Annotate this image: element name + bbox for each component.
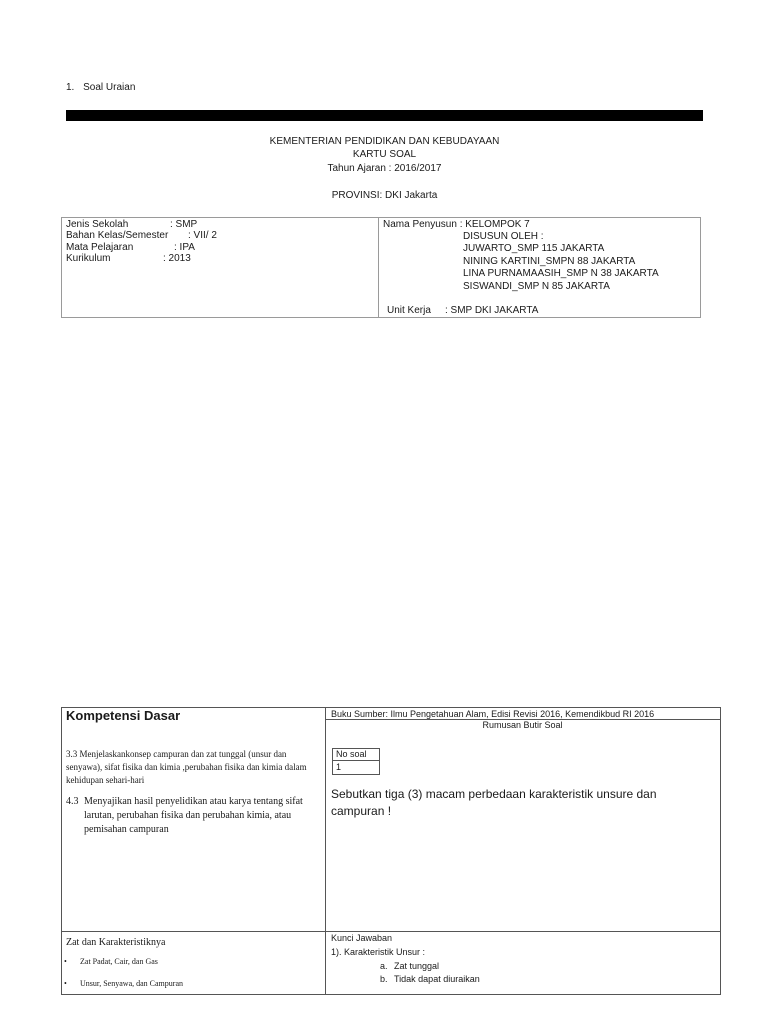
no-soal-divider xyxy=(332,760,380,761)
unit-label: Unit Kerja xyxy=(387,305,431,316)
kd-item-2-number: 4.3 xyxy=(66,796,79,807)
answer-key-item xyxy=(380,974,480,985)
no-soal-label: No soal xyxy=(336,749,367,759)
card-title: KARTU SOAL xyxy=(352,149,417,160)
ministry-title: KEMENTERIAN PENDIDIKAN DAN KEBUDAYAAN xyxy=(269,136,500,147)
answer-key-marker: a. xyxy=(380,961,388,971)
kd-item-2: Menyajikan hasil penyelidikan atau karya tentang sifat larutan, perubahan fisika dan perubahan kimia, atau pemisahan campuran xyxy=(84,796,303,835)
answer-key-text: Tidak dapat diuraikan xyxy=(394,974,480,984)
kd-title: Kompetensi Dasar xyxy=(66,708,181,723)
compiled-by-label: DISUSUN OLEH : xyxy=(463,231,544,242)
section-number: 1. xyxy=(66,82,75,93)
class-semester-label: Bahan Kelas/Semester xyxy=(66,230,169,241)
author-item: JUWARTO_SMP 115 JAKARTA xyxy=(463,243,605,254)
school-type-label: Jenis Sekolah xyxy=(66,219,129,230)
class-semester-value: : VII/ 2 xyxy=(188,230,217,241)
kd-item-1: 3.3 Menjelaskankonsep campuran dan zat tunggal (unsur dan senyawa), sifat fisika dan kimia ,perubahan fisika dan kimia dalam kehidupan sehari-hari xyxy=(66,749,307,785)
card-column-divider xyxy=(325,707,326,994)
answer-key-text: Zat tunggal xyxy=(394,961,440,971)
unit-row xyxy=(387,305,538,317)
unit-value: : SMP DKI JAKARTA xyxy=(445,305,539,316)
curriculum-label: Kurikulum xyxy=(66,253,111,264)
school-year: Tahun Ajaran : 2016/2017 xyxy=(327,163,442,174)
card-row-divider xyxy=(61,931,720,932)
author-item: LINA PURNAMAASIH_SMP N 38 JAKARTA xyxy=(463,268,659,279)
school-type-value: : SMP xyxy=(170,219,198,230)
answer-key-item xyxy=(380,961,439,972)
class-semester-row xyxy=(66,230,217,242)
no-soal-value: 1 xyxy=(336,762,342,772)
section-heading xyxy=(66,82,135,94)
author-item: SISWANDI_SMP N 85 JAKARTA xyxy=(463,281,610,292)
header-bar xyxy=(66,110,703,121)
material-item: • Zat Padat, Cair, dan Gas xyxy=(80,957,158,967)
author-item: NINING KARTINI_SMPN 88 JAKARTA xyxy=(463,256,636,267)
section-title: Soal Uraian xyxy=(83,82,136,93)
material-title: Zat dan Karakteristiknya xyxy=(66,937,166,948)
question-heading: Rumusan Butir Soal xyxy=(482,720,563,730)
question-text: Sebutkan tiga (3) macam perbedaan karakteristik unsure dan campuran ! xyxy=(331,787,657,818)
province: PROVINSI: DKI Jakarta xyxy=(331,190,438,201)
curriculum-row xyxy=(66,253,191,265)
author-label: Nama Penyusun : KELOMPOK 7 xyxy=(383,219,530,230)
material-item: • Unsur, Senyawa, dan Campuran xyxy=(80,979,183,989)
answer-key-marker: b. xyxy=(380,974,388,984)
curriculum-value: : 2013 xyxy=(163,253,191,264)
subject-label: Mata Pelajaran xyxy=(66,242,134,253)
answer-key-line: 1). Karakteristik Unsur : xyxy=(331,947,426,957)
answer-key-title: Kunci Jawaban xyxy=(331,933,393,943)
info-divider xyxy=(378,217,379,317)
subject-value: : IPA xyxy=(174,242,195,253)
source-book: Buku Sumber: Ilmu Pengetahuan Alam, Edisi Revisi 2016, Kemendikbud RI 2016 xyxy=(331,709,655,719)
